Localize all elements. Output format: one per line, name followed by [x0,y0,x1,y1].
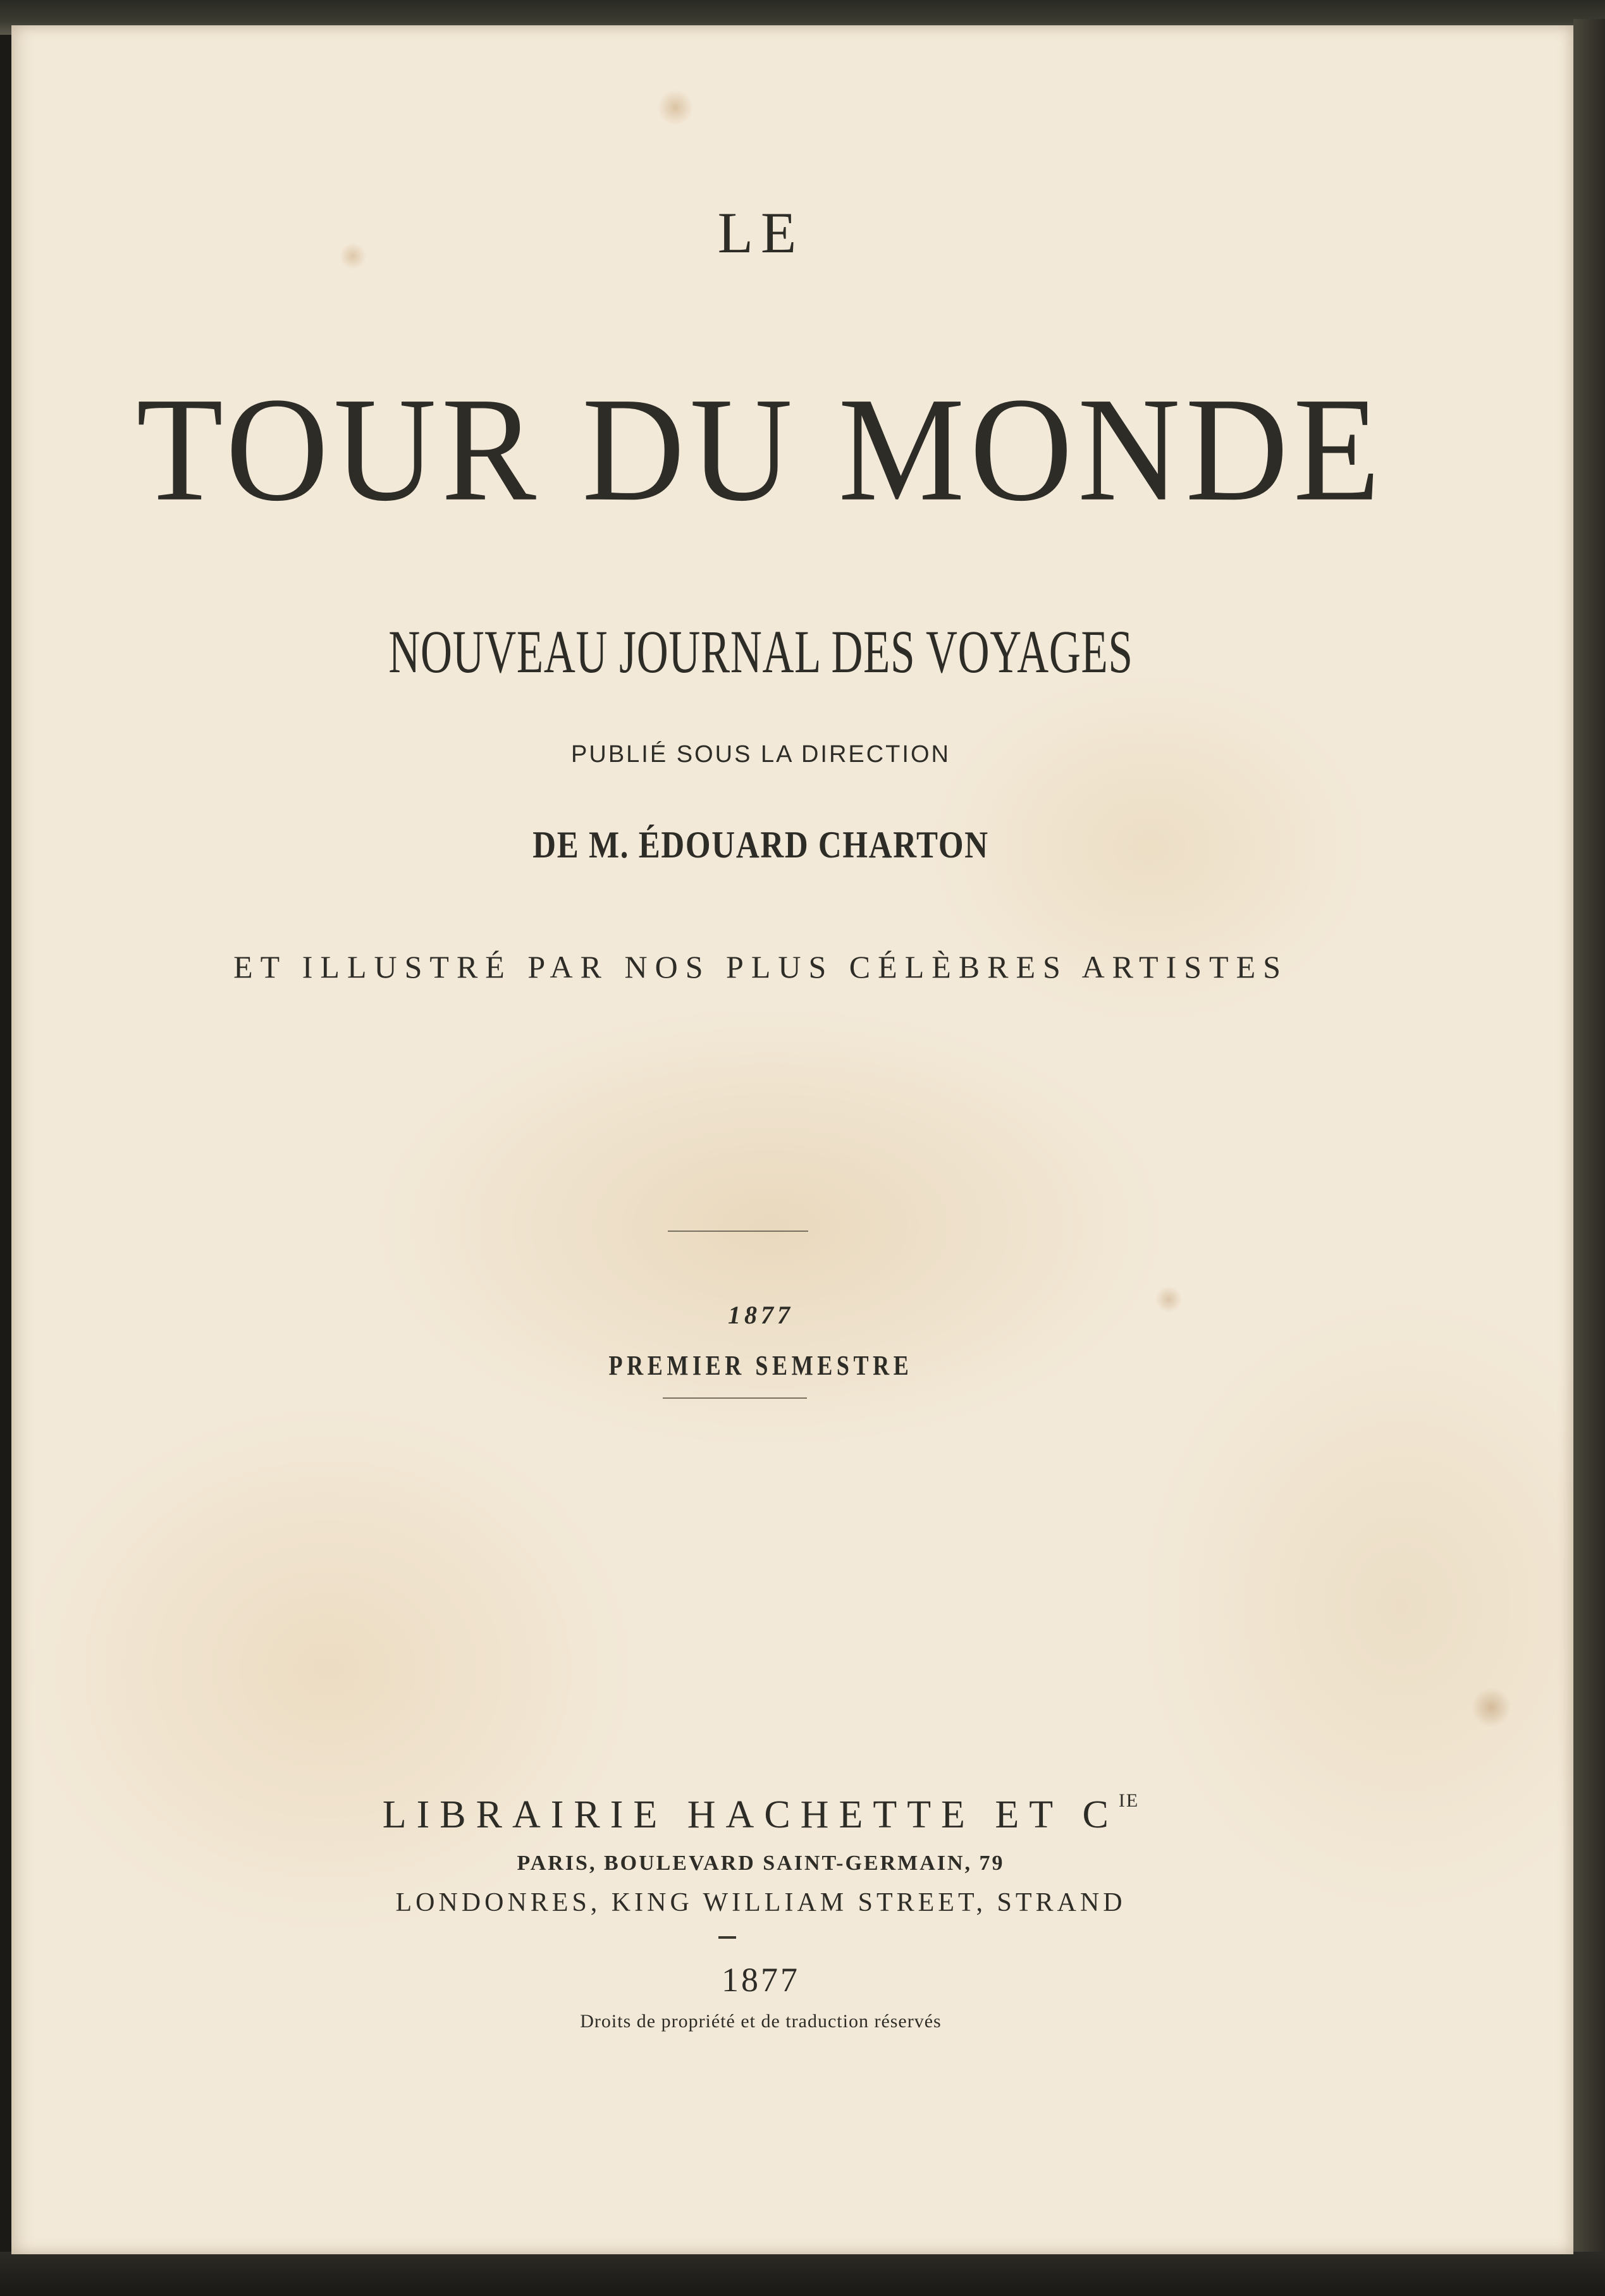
subtitle: NOUVEAU JOURNAL DES VOYAGES [388,618,1133,685]
paris-address: PARIS, BOULEVARD SAINT-GERMAIN, 79 [517,1851,1005,1875]
publisher-name-text: LIBRAIRIE HACHETTE ET C [382,1793,1119,1836]
published-under-line: PUBLIÉ SOUS LA DIRECTION [571,741,950,768]
divider-rule-bottom [663,1397,807,1399]
volume-year: 1877 [728,1301,794,1329]
publisher-name-superscript: IE [1118,1790,1140,1811]
book-cover-bottom-edge [0,2252,1605,2296]
divider-rule-top [668,1231,808,1232]
title-page [11,25,1573,2254]
rights-notice: Droits de propriété et de traduction réservés [580,2011,942,2032]
book-cover-right-edge [1573,19,1605,2270]
imprint-year: 1877 [722,1961,800,1999]
publisher-name [11,1790,1510,1838]
london-address: LONDONRES, KING WILLIAM STREET, STRAND [395,1888,1126,1917]
main-title: TOUR DU MONDE [136,365,1386,532]
editor-name: DE M. ÉDOUARD CHARTON [532,824,989,866]
illustrated-by-line: ET ILLUSTRÉ PAR NOS PLUS CÉLÈBRES ARTISTES [233,949,1288,985]
title-article: LE [717,200,804,265]
semester-label: PREMIER SEMESTRE [608,1350,913,1381]
imprint-dash [718,1936,736,1939]
